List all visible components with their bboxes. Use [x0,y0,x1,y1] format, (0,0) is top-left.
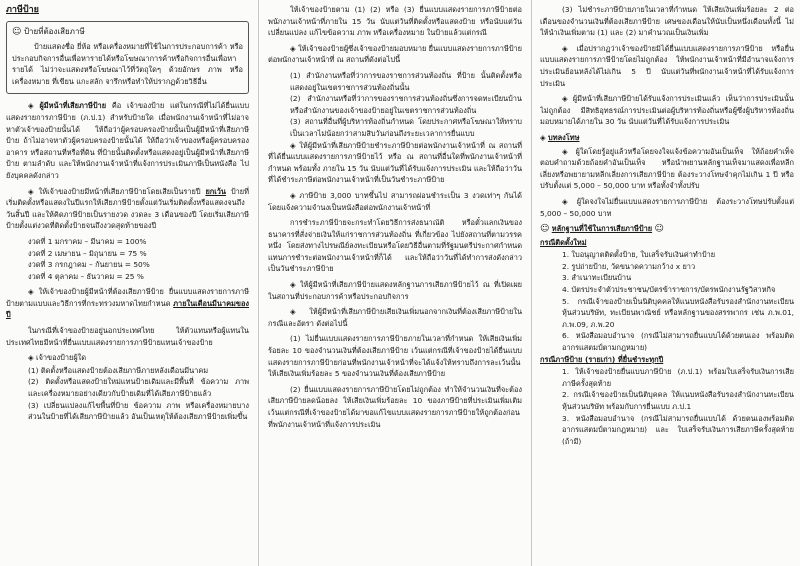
documents-heading: ☺ หลักฐานที่ใช้ในการเสียภาษีป้าย ☺ [540,224,664,235]
smiley-icon: ☺ [654,224,664,235]
renew-doc-2: 2. กรณีเจ้าของป้ายเป็นนิติบุคคล ให้แนบหนังสือรับรองสำนักงานทะเบียนหุ้นส่วนบริษัท พร้อมกับการยื่นแบบ ภ.ป.1 [562,390,794,411]
column-1 [6,4,249,564]
smiley-icon: ☺ [12,27,22,37]
new-doc-1: 1. ใบอนุญาตติดตั้งป้าย, ใบเสร็จรับเงินค่าทำป้าย [562,250,716,260]
surcharge-case-2: (2) ยื่นแบบแสดงรายการภาษีป้ายโดยไม่ถูกต้อง ทำให้จำนวนเงินที่จะต้องเสียภาษีป้ายลดน้อยลง ให้เสียเงินเพิ่มร้อยละ 10 ของภาษีป้ายที่ประเมินเพิ่มเติม เว้นแต่กรณีที่เจ้าของป้ายได้มาขอแก้ไขแบบแสดงรายการภาษีป้ายให้ถูกต้องก่อนที่พนักงานเจ้าหน้าที่แจ้งการประเมิน [268,384,522,429]
surcharge-case-1: (1) ไม่ยื่นแบบแสดงรายการภาษีป้ายภายในเวลาที่กำหนด ให้เสียเงินเพิ่มร้อยละ 10 ของจำนวนเงินที่ต้องเสียภาษีป้าย เว้นแต่กรณีที่เจ้าของป้ายได้ยื่นแบบแสดงรายการภาษีป้ายก่อนที่พนักงานเจ้าหน้าที่จะได้แจ้งให้ทราบถึงการละเว้นนั้นให้เสียเงินเพิ่มร้อยละ 5 ของจำนวนเงินที่ต้องเสียภาษีป้าย [268,334,522,379]
diamond-icon: ◈ [562,43,568,53]
renew-doc-3: 3. หนังสือมอบอำนาจ (กรณีไม่สามารถยื่นแบบได้ ด้วยตนเองพร้อมติดอากรแสตมป์ตามกฎหมาย) และ ใบเสร็จรับเงินการเสียภาษีครั้งสุดท้าย (ถ้ามี) [562,413,794,446]
diamond-icon: ◈ [562,146,568,156]
new-doc-4: 4. บัตรประจำตัวประชาชน/บัตรข้าราชการ/บัตรพนักงานรัฐวิสาหกิจ [562,285,776,295]
filing-place-paragraph: ◈ ให้เจ้าของป้ายผู้ซึ่งเจ้าของป้ายมอบหมาย ยื่นแบบแสดงรายการภาษีป้ายต่อพนักงานเจ้าหน้าที่ ณ สถานที่ดังต่อไปนี้ [268,43,522,65]
appeal-paragraph: ◈ ผู้มีหน้าที่เสียภาษีป้ายได้รับแจ้งการประเมินแล้ว เห็นว่าการประเมินนั้นไม่ถูกต้อง มีสิทธิอุทธรณ์การประเมินต่อผู้บริหารท้องถิ่นหรือผู้ซึ่งผู้บริหารท้องถิ่นมอบหมายได้ภายใน 30 วัน นับแต่วันที่ได้รับแจ้งการประเมิน [540,94,794,127]
diamond-icon: ◈ [540,132,546,142]
payment-paragraph: ◈ ให้ผู้มีหน้าที่เสียภาษีป้ายชำระภาษีป้ายต่อพนักงานเจ้าหน้าที่ ณ สถานที่ที่ได้ยื่นแบบแสดงรายการภาษีป้ายไว้ หรือ ณ สถานที่อื่นใดที่พนักงานเจ้าหน้าที่กำหนด พร้อมทั้ง ภายใน 15 วัน นับแต่วันที่ได้รับแจ้งการประเมิน และให้ถือว่าวันที่ได้ชำระภาษีต่อพนักงานเจ้าหน้าที่เป็นวันชำระภาษีป้าย [268,140,522,185]
new-doc-3: 3. สำเนาทะเบียนบ้าน [562,273,632,283]
quarter-1: งวดที่ 1 มกราคม – มีนาคม = 100% [28,236,147,246]
retro-assessment-paragraph: ◈ เมื่อปรากฏว่าเจ้าของป้ายมิได้ยื่นแบบแสดงรายการภาษีป้าย หรือยื่นแบบแสดงรายการภาษีป้ายโดยไม่ถูกต้อง ให้พนักงานเจ้าหน้าที่มีอำนาจแจ้งการประเมินย้อนหลังได้ไม่เกิน 5 ปี นับแต่วันที่พนักงานเจ้าหน้าที่ได้รับแจ้งการประเมิน [540,43,794,88]
owner-case-3: (3) เปลี่ยนแปลงแก้ไขพื้นที่ป้าย ข้อความ ภาพ หรือเครื่องหมายบางส่วนในป้ายที่ได้เสียภาษีป้ายแล้ว อันเป็นเหตุให้ต้องเสียภาษีป้ายเพิ่มขึ้น [28,400,249,422]
quarter-3: งวดที่ 3 กรกฎาคม – กันยายน = 50% [28,260,150,270]
owner-case-2: (2) ติดตั้งหรือแสดงป้ายใหม่แทนป้ายเดิมและมีพื้นที่ ข้อความ ภาพ และเครื่องหมายอย่างเดียวกับป้ายเดิมที่ได้เสียภาษีป้ายแล้ว [28,377,249,399]
renewal-heading: กรณีภาษีป้าย (รายเก่า) ที่ยื่นชำระทุกปี [540,354,664,364]
remittance-paragraph: การชำระภาษีป้ายจะกระทำโดยวิธีการส่งธนาณัติ หรือตั๋วแลกเงินของธนาคารที่สั่งจ่ายเงินให้แก่ราชการส่วนท้องถิ่น ที่เกี่ยวข้อง ไปยังสถานที่ตามวรรคหนึ่ง โดยส่งทางไปรษณีย์ลงทะเบียนหรือโดยวิธีอื่นตามที่รัฐมนตรีประกาศกำหนด แทนการชำระต่อพนักงานเจ้าหน้าที่ก็ได้ และให้ถือว่าวันที่ได้ทำการส่งดังกล่าวเป็นวันชำระภาษีป้าย [268,218,522,274]
surcharge-paragraph: ◈ ให้ผู้มีหน้าที่เสียภาษีป้ายเสียเงินเพิ่มนอกจากเงินที่ต้องเสียภาษีป้ายในกรณีและอัตรา ดังต่อไปนี้ [268,307,522,328]
diamond-icon: ◈ [562,94,568,104]
diamond-icon: ◈ [28,353,34,363]
filing-time-paragraph: ให้เจ้าของป้ายตาม (1) (2) หรือ (3) ยื่นแบบแสดงรายการภาษีป้ายต่อพนักงานเจ้าหน้าที่ภายใน 15 วัน นับแต่วันที่ติดตั้งหรือแสดงป้าย หรือนับแต่วันเปลี่ยนแปลง แก้ไขข้อความ ภาพ หรือเครื่องหมาย ในป้ายแล้วแต่กรณี [268,5,522,38]
abroad-paragraph: ในกรณีที่เจ้าของป้ายอยู่นอกประเทศไทย ให้ตัวแทนหรือผู้แทนในประเทศไทยมีหน้าที่ยื่นแบบแสดงรายการภาษีป้ายแทนเจ้าของป้าย [6,326,249,347]
diamond-icon: ◈ [562,196,568,206]
taxpayer-lead: ผู้มีหน้าที่เสียภาษีป้าย [39,101,107,111]
surcharge-case-3: (3) ไม่ชำระภาษีป้ายภายในเวลาที่กำหนด ให้เสียเงินเพิ่มร้อยละ 2 ต่อเดือนของจำนวนเงินที่ต้องเสียภาษีป้าย เศษของเดือนให้นับเป็นหนึ่งเดือนทั้งนี้ ไม่ให้นำเงินเพิ่มตาม (1) และ (2) มาคำนวณเป็นเงินเพิ่ม [540,5,794,38]
diamond-icon: ◈ [290,140,296,150]
diamond-icon: ◈ [290,190,296,200]
column-divider [531,0,532,566]
box-text: ป้ายแสดงชื่อ ยี่ห้อ หรือเครื่องหมายที่ใช้ในการประกอบการค้า หรือประกอบกิจการอื่นเพื่อหารายได้หรือโฆษณาการค้าหรือกิจการอื่นเพื่อหารายได้ ไม่ว่าจะแสดงหรือโฆษณาไว้ที่วัตถุใดๆ ด้วยอักษร ภาพ หรือเครื่องหมาย ที่เขียน แกะสลัก จารึกหรือทำให้ปรากฏด้วยวิธีอื่น [12,42,243,86]
column-divider [258,0,259,566]
new-doc-5: 5. กรณีเจ้าของป้ายเป็นนิติบุคคลให้แนบหนังสือรับรองสำนักงานทะเบียนหุ้นส่วนบริษัท, ทะเบียนพาณิชย์ หรือหลักฐานของสรรพากร เช่น ภ.พ.01, ภ.พ.09, ภ.พ.20 [562,296,794,329]
penalty-heading: ◈ บทลงโทษ [540,132,580,142]
new-doc-6: 6. หนังสือมอบอำนาจ (กรณีไม่สามารถยื่นแบบได้ด้วยตนเอง พร้อมติดอากรแสตมป์ตามกฎหมาย) [562,331,794,353]
smiley-icon: ☺ [540,224,550,235]
diamond-icon: ◈ [290,43,296,53]
exception-lead: ยกเว้น [205,186,226,196]
deadline-lead: ภายในเดือนมีนาคมของปี [6,298,249,320]
filing-place-3: (3) สถานที่อื่นที่ผู้บริหารท้องถิ่นกำหนด โดยประกาศหรือโฆษณาให้ทราบเป็นเวลาไม่น้อยกว่าสามสิบวันก่อนถึงระยะเวลาการยื่นแบบ [290,117,522,138]
renew-doc-1: 1. ให้เจ้าของป้ายยื่นแบบภาษีป้าย (ภ.ป.1) พร้อมใบเสร็จรับเงินการเสียภาษีครั้งสุดท้าย [562,367,794,388]
new-sign-heading: กรณีติดตั้งใหม่ [540,237,587,247]
column-2 [268,4,522,564]
non-filing-paragraph: ◈ ผู้ใดจงใจไม่ยื่นแบบแสดงรายการภาษีป้าย ต้องระวางโทษปรับตั้งแต่ 5,000 – 50,000 บาท [540,196,794,218]
page-title: ภาษีป้าย [6,5,39,15]
quarter-4: งวดที่ 4 ตุลาคม – ธันวาคม = 25 % [28,271,144,281]
diamond-icon: ◈ [28,101,34,111]
owner-case-1: (1) ติดตั้งหรือแสดงป้ายต้องเสียภาษีภายหลังเดือนมีนาคม [28,365,209,375]
diamond-icon: ◈ [28,287,34,297]
column-3 [540,4,794,564]
filing-paragraph: ◈ ให้เจ้าของป้ายผู้มีหน้าที่ต้องเสียภาษีป้าย ยื่นแบบแสดงรายการภาษีป้ายตามแบบและวิธีการที่กระทรวงมหาดไทยกำหนด ภายในเดือนมีนาคมของปี [6,287,249,320]
new-doc-2: 2. รูปถ่ายป้าย, วัดขนาดความกว้าง x ยาว [562,261,696,271]
box-heading: ป้ายที่ต้องเสียภาษี [23,27,85,36]
owner-paragraph: ◈ เจ้าของป้ายผู้ใด [28,353,87,363]
false-statement-paragraph: ◈ ผู้ใดโดยรู้อยู่แล้วหรือโดยจงใจแจ้งข้อความอันเป็นเท็จ ให้ถ้อยคำเท็จ ตอบคำถามด้วยถ้อยคำอันเป็นเท็จ หรือนำพยานหลักฐานเท็จมาแสดงเพื่อหลีกเลี่ยงหรือพยายามหลีกเลี่ยงการเสียภาษีป้าย ต้องระวางโทษจำคุกไม่เกิน 1 ปี หรือปรับตั้งแต่ 5,000 – 50,000 บาท หรือทั้งจำทั้งปรับ [540,146,794,191]
diamond-icon: ◈ [290,307,296,317]
annual-tax-paragraph: ◈ ให้เจ้าของป้ายมีหน้าที่เสียภาษีป้ายโดยเสียเป็นรายปี ยกเว้น ป้ายที่เริ่มติดตั้งหรือแสดงในปีแรกให้เสียภาษีป้ายตั้งแต่วันเริ่มติดตั้งหรือแสดงจนถึงวันสิ้นปี และให้คิดภาษีป้ายเป็นรายงวด งวดละ 3 เดือนของปี โดยเริ่มเสียภาษีป้ายตั้งแต่งวดที่ติดตั้งป้ายจนถึงงวดสุดท้ายของปี [6,186,249,231]
quarter-2: งวดที่ 2 เมษายน – มิถุนายน = 75 % [28,248,147,258]
diamond-icon: ◈ [290,280,296,290]
diamond-icon: ◈ [28,186,34,196]
taxable-sign-box [6,21,249,94]
installment-paragraph: ◈ ภาษีป้าย 3,000 บาทขึ้นไป สามารถผ่อนชำระเป็น 3 งวดเท่าๆ กันได้โดยแจ้งความจำนงเป็นหนังสือต่อพนักงานเจ้าหน้าที่ [268,190,522,212]
filing-place-1: (1) สำนักงานหรือที่ว่าการของราชการส่วนท้องถิ่น ที่ป้าย นั้นติดตั้งหรือแสดงอยู่ในเขตราชการส่วนท้องถิ่นนั้น [290,70,522,92]
taxpayer-paragraph: ◈ ผู้มีหน้าที่เสียภาษีป้าย คือ เจ้าของป้าย แต่ในกรณีที่ไม่ได้ยื่นแบบแสดงรายการภาษีป้าย (ภ.ป.1) สำหรับป้ายใด เมื่อพนักงานเจ้าหน้าที่ไม่อาจหาตัวเจ้าของป้ายนั้นได้ ให้ถือว่าผู้ครอบครองป้ายนั้นเป็นผู้มีหน้าที่เสียภาษีป้าย ถ้าไม่อาจหาตัวผู้ครอบครองป้ายนั้นได้ ให้ถือว่าเจ้าของหรือผู้ครอบครองอาคาร หรือสถานที่หรือที่ดิน ที่ป้ายนั้นติดตั้งหรือแสดงอยู่เป็นผู้มีหน้าที่เสียภาษีป้าย ตามลำดับ และให้พนักงานเจ้าหน้าที่แจ้งการประเมินภาษีเป็นหนังสือ ไปยังบุคคลดังกล่าว [6,101,249,180]
display-receipt-paragraph: ◈ ให้ผู้มีหน้าที่เสียภาษีป้ายแสดงหลักฐานการเสียภาษีป้ายไว้ ณ ที่เปิดเผยในสถานที่ประกอบการค้าหรือประกอบกิจการ [268,280,522,301]
filing-place-2: (2) สำนักงานหรือที่ว่าการของราชการส่วนท้องถิ่นซึ่งการจดทะเบียนบ้านหรือสำนักงานของเจ้าของป้ายอยู่ในเขตราชการส่วนท้องถิ่น [290,94,522,115]
